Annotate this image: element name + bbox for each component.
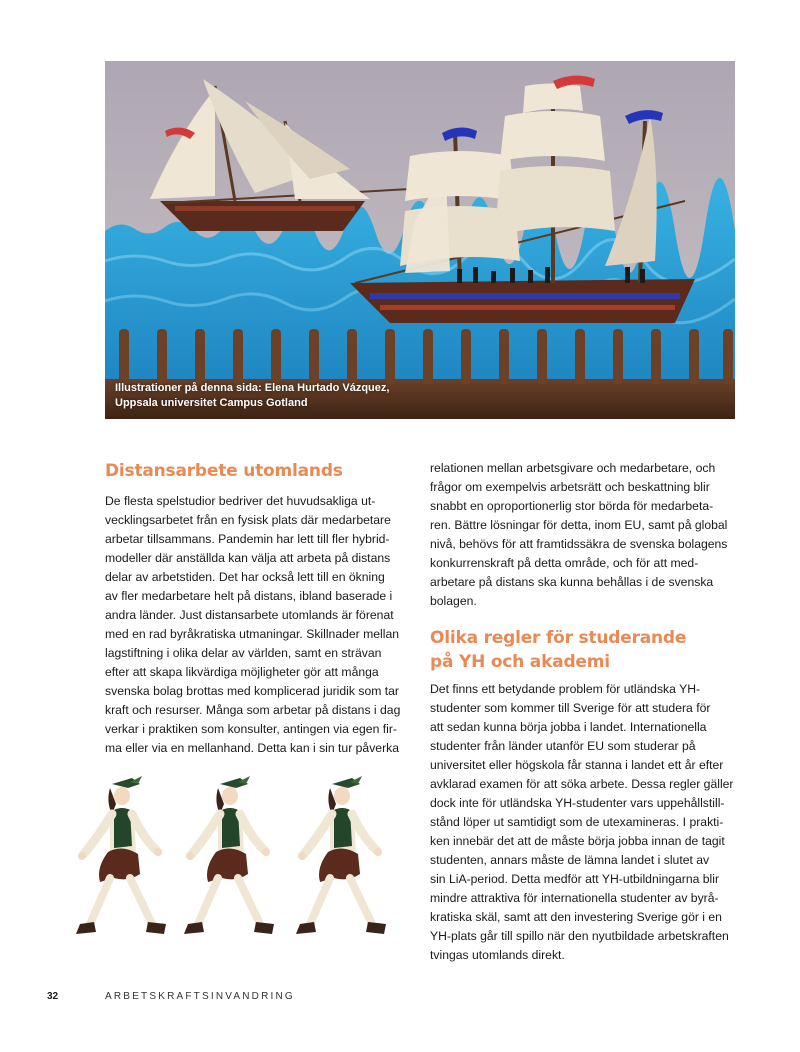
text-line: med en rad byråkratiska utmaningar. Skillnader mellan — [105, 627, 399, 641]
section-body-regler — [430, 680, 740, 965]
text-line: ken innebär det att de måste börja jobba innan de tagit — [430, 834, 725, 848]
text-line: svenska bolag brottas med komplicerad juridik som tar — [105, 684, 399, 698]
ships-at-sea-picture — [105, 61, 735, 419]
text-line: arbetar tillsammans. Pandemin har lett till fler hybrid- — [105, 532, 390, 546]
illustration-caption — [115, 381, 445, 411]
text-line: att sedan kunna börja jobba i landet. Internationella — [430, 720, 707, 734]
text-line: studenten, annars måste de lämna landet i slutet av — [430, 853, 710, 867]
text-line: mindre attraktiva för internationella studenter av byrå- — [430, 891, 719, 905]
text-line: Det finns ett betydande problem för utländska YH- — [430, 682, 701, 696]
text-line: frågor om exempelvis arbetsrätt och beskattning blir — [430, 480, 710, 494]
running-footer-section: ARBETSKRAFTSINVANDRING — [105, 991, 295, 1002]
page-number: 32 — [47, 991, 59, 1002]
text-line: universitet eller högskola får stanna i landet ett år efter — [430, 758, 724, 772]
ship-illustration — [105, 61, 735, 419]
text-line: ma eller via en mellanhand. Detta kan i sin tur påverka — [105, 741, 400, 755]
section-body-distansarbete — [105, 492, 410, 758]
text-line: verkar i praktiken som konsulter, antingen via egen fir- — [105, 722, 397, 736]
heading-line: på YH och akademi — [430, 652, 610, 672]
text-line: kratiska skäl, samt att den investering Sverige gör i en — [430, 910, 722, 924]
text-line: modeller där anställda kan välja att arbeta på distans — [105, 551, 391, 565]
text-line: kraft och resurser. Många som arbetar på distans i dag — [105, 703, 401, 717]
text-line: tvingas utomlands direkt. — [430, 948, 565, 962]
heading-line: Olika regler för studerande — [430, 628, 687, 648]
text-line: stånd löper ut samtidigt som de utexamineras. I prakti- — [430, 815, 724, 829]
text-line: dock inte för utländska YH-studenter vars uppehållstill- — [430, 796, 725, 810]
text-line: snabbt en oproportionerlig stor börda för medarbeta- — [430, 499, 714, 513]
section-heading-distansarbete: Distansarbete utomlands — [105, 461, 343, 481]
text-line: avklarad examen för att söka arbete. Dessa regler gäller — [430, 777, 734, 791]
text-line: ren. Bättre lösningar för detta, inom EU, samt på global — [430, 518, 728, 532]
text-line: av fler medarbetare helt på distans, ibland baserade i — [105, 589, 393, 603]
text-line: nivå, behövs för att framtidssäkra de svenska bolagens — [430, 537, 728, 551]
walking-sequence-picture — [70, 772, 400, 947]
right-column — [430, 459, 740, 965]
text-line: studenter från länder utanför EU som studerar på — [430, 739, 696, 753]
walking-figures-illustration — [70, 772, 400, 947]
caption-line: Uppsala universitet Campus Gotland — [115, 397, 308, 409]
text-line: relationen mellan arbetsgivare och medarbetare, och — [430, 461, 716, 475]
text-line: bolagen. — [430, 594, 477, 608]
text-line: arbetare på distans ska kunna behållas i de svenska — [430, 575, 714, 589]
text-line: efter att skapa likvärdiga möjligheter gör att många — [105, 665, 379, 679]
section-body-distansarbete-continued — [430, 459, 740, 611]
text-line: sin LiA-period. Detta medför att YH-utbildningarna blir — [430, 872, 720, 886]
text-line: andra länder. Just distansarbete utomlands är förenat — [105, 608, 394, 622]
section-heading-regler — [430, 626, 740, 674]
text-line: studenter som kommer till Sverige för att studera för — [430, 701, 711, 715]
text-line: lagstiftning i olika delar av världen, samt en strävan — [105, 646, 382, 660]
text-line: De flesta spelstudior bedriver det huvudsakliga ut- — [105, 494, 376, 508]
text-line: vecklingsarbetet från en fysisk plats där medarbetare — [105, 513, 391, 527]
left-column — [105, 460, 410, 758]
text-line: konkurrenskraft på detta område, och för att med- — [430, 556, 699, 570]
text-line: YH-plats går till spillo när den nyutbildade arbetskraften — [430, 929, 729, 943]
text-line: delar av arbetstiden. Det har också lett till en ökning — [105, 570, 385, 584]
caption-line: Illustrationer på denna sida: Elena Hurtado Vázquez, — [115, 382, 390, 394]
